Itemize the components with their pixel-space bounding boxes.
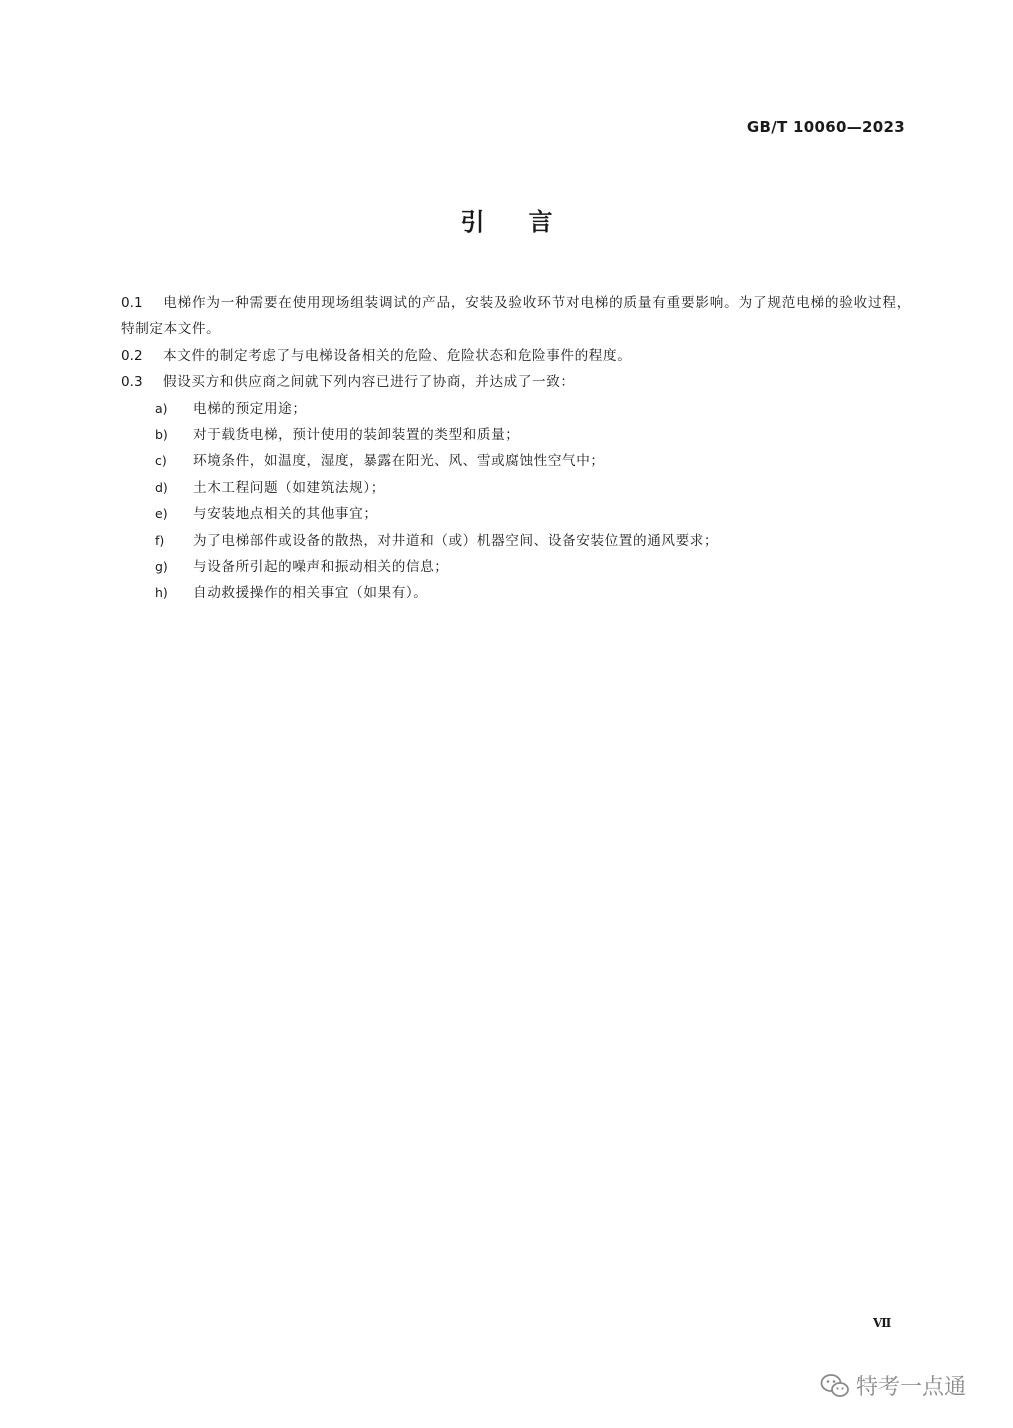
document-body xyxy=(121,290,911,607)
list-item-text: 环境条件，如温度，湿度，暴露在阳光、风、雪或腐蚀性空气中； xyxy=(193,453,605,470)
list-item-text: 自动救援操作的相关事宜（如果有）。 xyxy=(193,585,428,602)
list-item xyxy=(121,580,911,606)
list-marker: h) xyxy=(155,585,168,601)
list-item xyxy=(121,554,911,580)
list-item-text: 为了电梯部件或设备的散热，对井道和（或）机器空间、设备安装位置的通风要求； xyxy=(193,532,719,549)
list-item-text: 电梯的预定用途； xyxy=(193,400,307,417)
clause-number: 0.3 xyxy=(121,374,143,391)
watermark-text: 特考一点通 xyxy=(856,1375,967,1400)
clause-number: 0.1 xyxy=(121,295,143,311)
clause-number: 0.2 xyxy=(121,347,143,364)
wechat-icon xyxy=(820,1373,850,1399)
paragraph-0-3 xyxy=(121,369,911,395)
paragraph-0-2 xyxy=(121,343,911,369)
list-marker: g) xyxy=(155,559,168,575)
list-marker: a) xyxy=(155,400,168,416)
list-marker: c) xyxy=(155,453,167,469)
standard-number: GB/T 10060—2023 xyxy=(746,118,905,136)
page-number: Ⅶ xyxy=(873,1316,892,1330)
list-item xyxy=(121,448,911,474)
consultation-list xyxy=(121,396,911,607)
list-item xyxy=(121,396,911,422)
page-title: 引言 xyxy=(460,208,597,236)
clause-text: 本文件的制定考虑了与电梯设备相关的危险、危险状态和危险事件的程度。 xyxy=(163,347,632,364)
list-marker: b) xyxy=(155,427,168,443)
list-marker: d) xyxy=(155,479,168,495)
list-item xyxy=(121,422,911,448)
watermark xyxy=(820,1370,966,1401)
list-item xyxy=(121,475,911,501)
list-item-text: 对于载货电梯，预计使用的装卸装置的类型和质量； xyxy=(193,427,520,444)
list-marker: f) xyxy=(155,532,165,548)
list-item-text: 土木工程问题（如建筑法规）； xyxy=(193,479,385,496)
list-item xyxy=(121,528,911,554)
list-item-text: 与设备所引起的噪声和振动相关的信息； xyxy=(193,559,449,576)
clause-text: 电梯作为一种需要在使用现场组装调试的产品，安装及验收环节对电梯的质量有重要影响。为了规范电梯的验收过程，特制定本文件。 xyxy=(121,295,911,338)
list-item-text: 与安装地点相关的其他事宜； xyxy=(193,506,378,523)
clause-text: 假设买方和供应商之间就下列内容已进行了协商，并达成了一致： xyxy=(163,374,575,391)
list-item xyxy=(121,501,911,527)
paragraph-0-1 xyxy=(121,290,911,343)
list-marker: e) xyxy=(155,506,168,522)
